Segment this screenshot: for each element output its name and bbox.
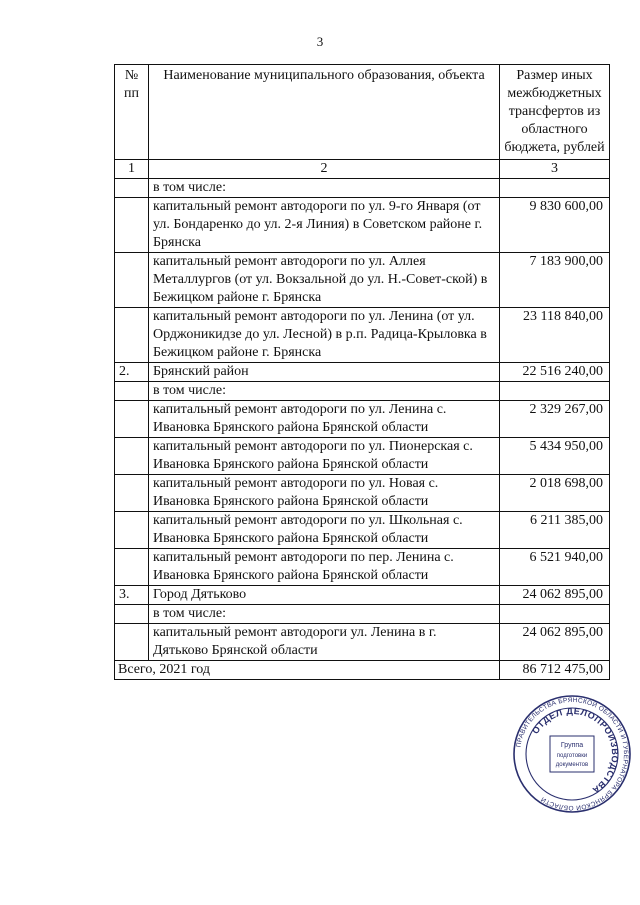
page-number: 3	[316, 34, 324, 49]
department-stamp	[512, 694, 632, 814]
column-number: 1	[115, 160, 149, 179]
stamp-inner-line: документов	[555, 762, 589, 768]
table-row	[115, 475, 610, 512]
row-name: в том числе:	[149, 605, 500, 624]
total-label: Всего, 2021 год	[115, 661, 500, 680]
table-row	[115, 586, 610, 605]
row-number	[115, 198, 149, 253]
column-number: 2	[149, 160, 500, 179]
column-number: 3	[500, 160, 610, 179]
row-name: капитальный ремонт автодороги по ул. Ленина (от ул. Орджоникидзе до ул. Лесной) в р.п. Радица-Крыловка в Бежицком районе г. Брянска	[149, 308, 500, 363]
row-number: 3.	[115, 586, 149, 605]
header-number: № пп	[115, 65, 149, 160]
row-name: капитальный ремонт автодороги по пер. Ленина с. Ивановка Брянского района Брянской области	[149, 549, 500, 586]
row-name: Город Дятьково	[149, 586, 500, 605]
stamp-inner-line: подготовки	[556, 753, 588, 759]
row-name: в том числе:	[149, 179, 500, 198]
row-name: капитальный ремонт автодороги по ул. Пионерская с. Ивановка Брянского района Брянской области	[149, 438, 500, 475]
row-amount	[500, 382, 610, 401]
stamp-department-text: ОТДЕЛ ДЕЛОПРОИЗВОДСТВА	[530, 705, 621, 796]
table-row	[115, 438, 610, 475]
row-number	[115, 624, 149, 661]
header-name: Наименование муниципального образования, объекта	[149, 65, 500, 160]
table-row	[115, 382, 610, 401]
table-header-row	[115, 65, 610, 160]
row-number	[115, 438, 149, 475]
row-name: капитальный ремонт автодороги по ул. Новая с. Ивановка Брянского района Брянской области	[149, 475, 500, 512]
table-row	[115, 363, 610, 382]
row-number	[115, 401, 149, 438]
row-amount: 23 118 840,00	[500, 308, 610, 363]
table-row	[115, 549, 610, 586]
row-number	[115, 549, 149, 586]
table-row	[115, 308, 610, 363]
table-row	[115, 253, 610, 308]
row-name: капитальный ремонт автодороги по ул. 9-го Января (от ул. Бондаренко до ул. 2-я Линия) в Советском районе г. Брянска	[149, 198, 500, 253]
row-amount: 6 521 940,00	[500, 549, 610, 586]
row-name: капитальный ремонт автодороги по ул. Школьная с. Ивановка Брянского района Брянской области	[149, 512, 500, 549]
header-amount: Размер иных межбюджетных трансфертов из областного бюджета, рублей	[500, 65, 610, 160]
budget-table	[114, 64, 610, 680]
row-number	[115, 253, 149, 308]
stamp-outer-text: ПРАВИТЕЛЬСТВА БРЯНСКОЙ ОБЛАСТИ И ГУБЕРНАТОРА БРЯНСКОЙ ОБЛАСТИ	[515, 696, 630, 812]
row-amount: 6 211 385,00	[500, 512, 610, 549]
row-amount: 2 329 267,00	[500, 401, 610, 438]
table-row	[115, 179, 610, 198]
row-amount: 7 183 900,00	[500, 253, 610, 308]
svg-text:ОТДЕЛ ДЕЛОПРОИЗВОДСТВА	[530, 706, 620, 796]
row-name: капитальный ремонт автодороги по ул. Ленина с. Ивановка Брянского района Брянской области	[149, 401, 500, 438]
table-row	[115, 605, 610, 624]
table-row	[115, 624, 610, 661]
row-amount: 22 516 240,00	[500, 363, 610, 382]
row-amount	[500, 605, 610, 624]
row-name: в том числе:	[149, 382, 500, 401]
table-row	[115, 401, 610, 438]
total-row	[115, 661, 610, 680]
row-amount: 24 062 895,00	[500, 586, 610, 605]
row-amount: 9 830 600,00	[500, 198, 610, 253]
row-number	[115, 475, 149, 512]
row-amount: 2 018 698,00	[500, 475, 610, 512]
row-name: Брянский район	[149, 363, 500, 382]
total-amount: 86 712 475,00	[500, 661, 610, 680]
stamp-inner-line: Группа	[560, 742, 584, 749]
row-number	[115, 605, 149, 624]
row-number: 2.	[115, 363, 149, 382]
row-number	[115, 179, 149, 198]
row-name: капитальный ремонт автодороги по ул. Аллея Металлургов (от ул. Вокзальной до ул. Н.-Совет-ской) в Бежицком районе г. Брянска	[149, 253, 500, 308]
column-number-row	[115, 160, 610, 179]
row-name: капитальный ремонт автодороги ул. Ленина в г. Дятьково Брянской области	[149, 624, 500, 661]
row-number	[115, 512, 149, 549]
row-amount	[500, 179, 610, 198]
row-number	[115, 382, 149, 401]
row-amount: 24 062 895,00	[500, 624, 610, 661]
table-row	[115, 198, 610, 253]
row-number	[115, 308, 149, 363]
table-row	[115, 512, 610, 549]
row-amount: 5 434 950,00	[500, 438, 610, 475]
